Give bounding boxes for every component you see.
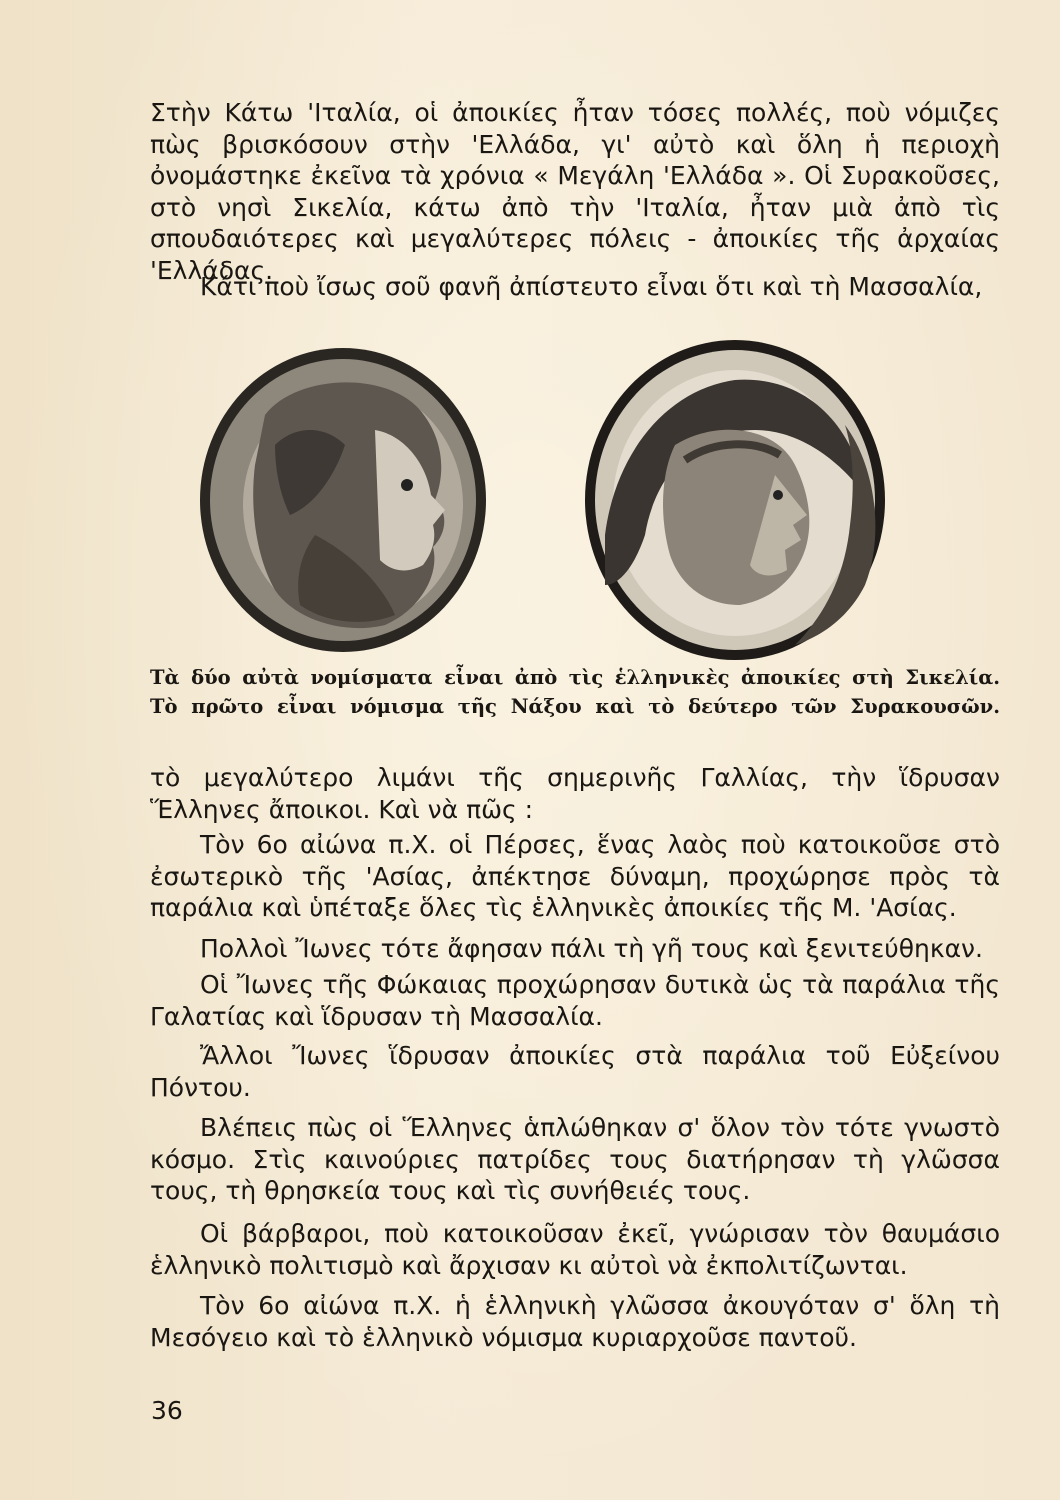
paragraph-2: Κάτι ποὺ ἴσως σοῦ φανῆ ἀπίστευτο εἶναι ὅτι καὶ τὴ Μασσαλία,: [200, 272, 983, 301]
caption-line-1: Τὰ δύο αὐτὰ νομίσματα εἶναι ἀπὸ τὶς ἑλληνικὲς ἀποικίες στὴ Σικελία.: [150, 666, 1000, 689]
paragraph-8: Βλέπεις πὼς οἱ Ἕλληνες ἁπλώθηκαν σ' ὅλον τὸν τότε γνωστὸ κόσμο. Στὶς καινούριες πατρίδες τους διατήρησαν τὴ γλῶσσα τους, τὴ θρησκεία τους καὶ τὶς συνήθειές τους.: [150, 1113, 1000, 1206]
paragraph-1: Στὴν Κάτω 'Ιταλία, οἱ ἀποικίες ἦταν τόσες πολλές, ποὺ νόμιζες πὼς βρισκόσουν στὴν 'Ελλάδα, γι' αὐτὸ καὶ ὅλη ἡ περιοχὴ ὀνομάστηκε ἐκεῖνα τὰ χρόνια « Μεγάλη 'Ελλάδα ». Οἱ Συρακοῦσες, στὸ νησὶ Σικελία, κάτω ἀπὸ τὴν 'Ιταλία, ἦταν μιὰ ἀπὸ τὶς σπουδαιότερες καὶ μεγαλύτερες πόλεις - ἀποικίες τῆς ἀρχαίας 'Ελλάδας.: [150, 98, 1000, 285]
paragraph-7: Ἄλλοι Ἴωνες ἵδρυσαν ἀποικίες στὰ παράλια τοῦ Εὐξείνου Πόντου.: [150, 1041, 1000, 1102]
paragraph-6: Οἱ Ἴωνες τῆς Φώκαιας προχώρησαν δυτικὰ ὡς τὰ παράλια τῆς Γαλατίας καὶ ἵδρυσαν τὴ Μασσαλία.: [150, 970, 1000, 1031]
paragraph-10: Τὸν 6ο αἰώνα π.Χ. ἡ ἑλληνικὴ γλῶσσα ἀκουγόταν σ' ὅλη τὴ Μεσόγειο καὶ τὸ ἑλληνικὸ νόμισμα κυριαρχοῦσε παντοῦ.: [150, 1291, 1000, 1352]
paragraph-3: τὸ μεγαλύτερο λιμάνι τῆς σημερινῆς Γαλλίας, τὴν ἵδρυσαν Ἕλληνες ἄποικοι. Καὶ νὰ πῶς :: [150, 763, 1000, 824]
page-number: 36: [151, 1396, 183, 1425]
coin-illustration: [195, 335, 895, 670]
paragraph-4: Τὸν 6ο αἰώνα π.Χ. οἱ Πέρσες, ἕνας λαὸς ποὺ κατοικοῦσε στὸ ἐσωτερικὸ τῆς 'Ασίας, ἀπέκτησε δύναμη, προχώρησε πρὸς τὰ παράλια καὶ ὑπέταξε ὅλες τὶς ἑλληνικὲς ἀποικίες τῆς Μ. 'Ασίας.: [150, 830, 1000, 923]
wreathed-head-coin-icon: [585, 340, 885, 660]
bearded-head-coin-icon: [200, 348, 486, 652]
caption-line-2: Τὸ πρῶτο εἶναι νόμισμα τῆς Νάξου καὶ τὸ δεύτερο τῶν Συρακουσῶν.: [150, 695, 1000, 718]
paragraph-5: Πολλοὶ Ἴωνες τότε ἄφησαν πάλι τὴ γῆ τους καὶ ξενιτεύθηκαν.: [200, 934, 983, 963]
paragraph-9: Οἱ βάρβαροι, ποὺ κατοικοῦσαν ἐκεῖ, γνώρισαν τὸν θαυμάσιο ἑλληνικὸ πολιτισμὸ καὶ ἄρχισαν κι αὐτοὶ νὰ ἐκπολιτίζωνται.: [150, 1219, 1000, 1280]
